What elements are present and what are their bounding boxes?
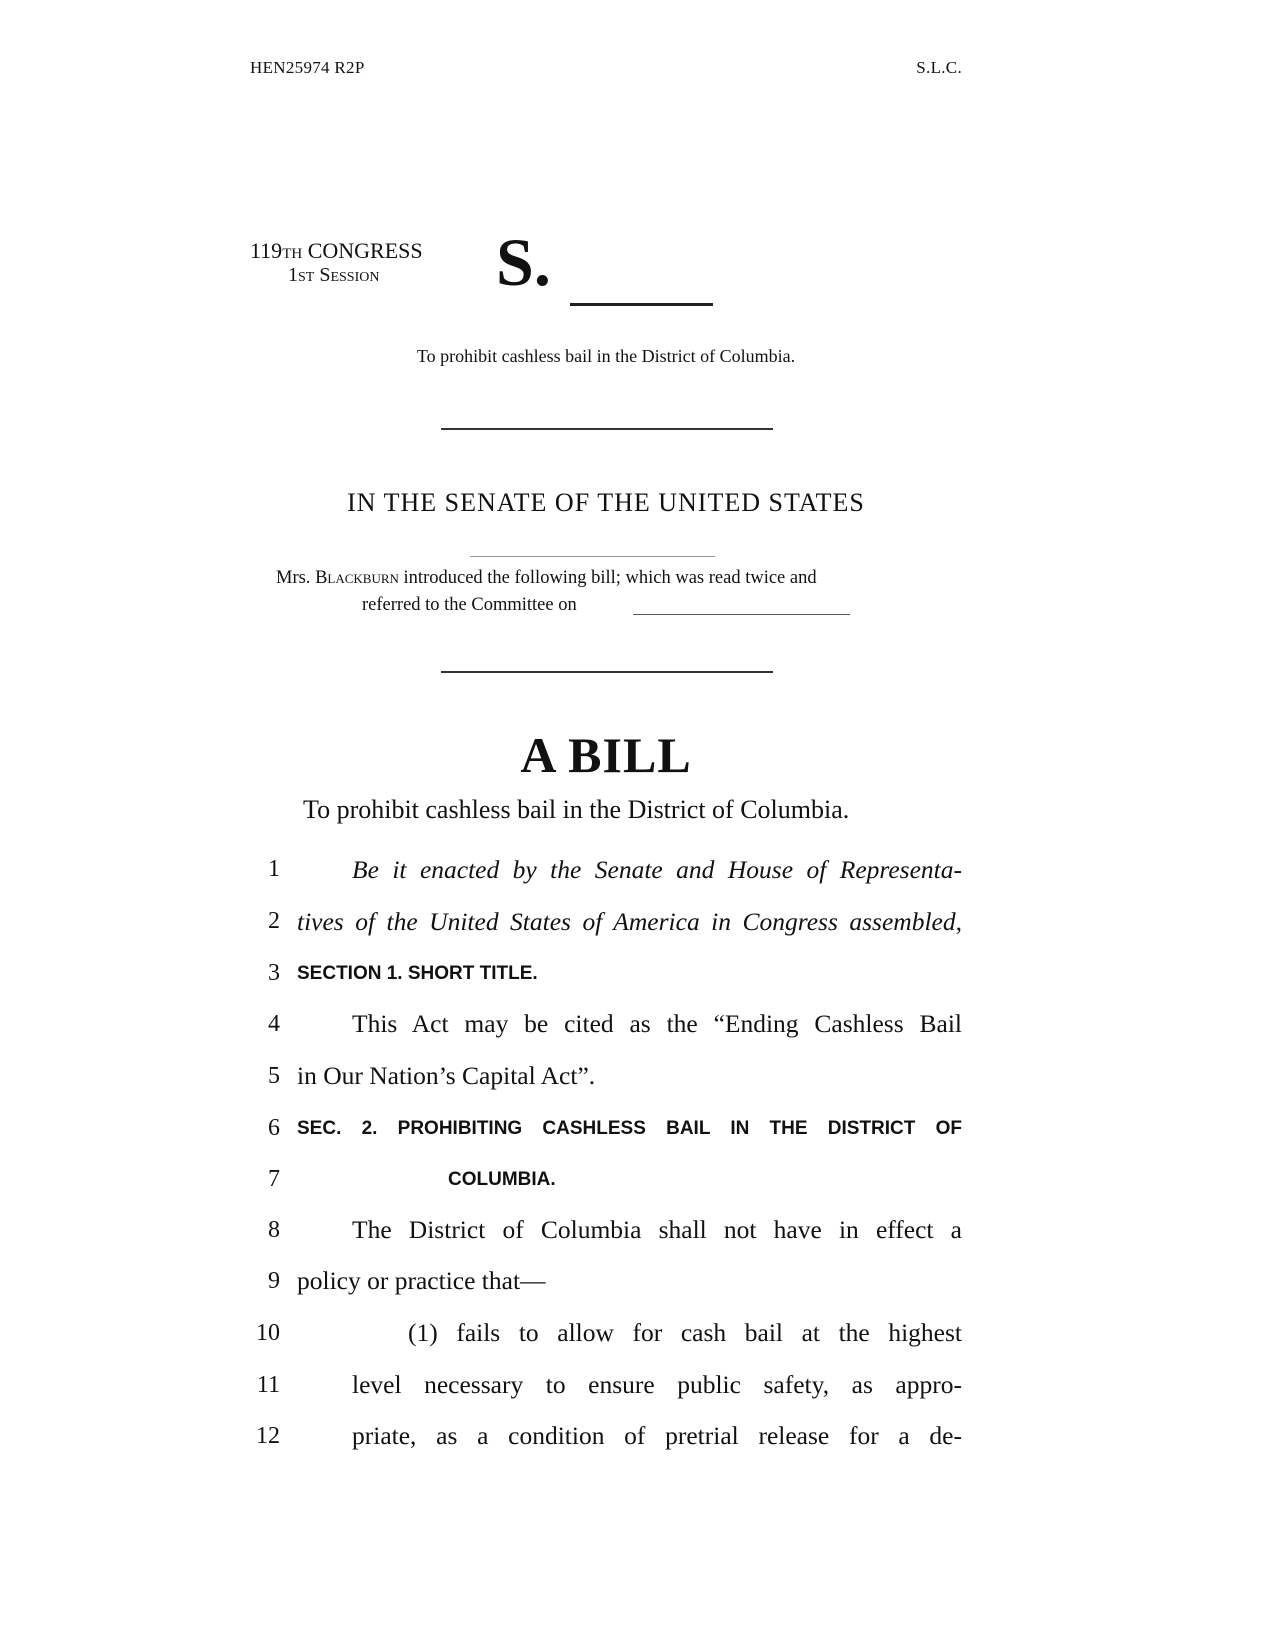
bill-title: A BILL xyxy=(520,727,692,783)
section-2-text: The District of Columbia shall not have in effect a xyxy=(352,1215,962,1244)
section-2-heading-cont: COLUMBIA. xyxy=(448,1169,556,1190)
bill-number-blank xyxy=(570,303,713,306)
line-number: 3 xyxy=(268,960,280,986)
office-code: S.L.C. xyxy=(916,58,962,77)
introduction-line-1: Mrs. Blackburn introduced the following bill; which was read twice and xyxy=(276,568,817,588)
session: 1st Session xyxy=(288,264,380,286)
line-number: 8 xyxy=(268,1217,280,1243)
line-number: 1 xyxy=(268,856,280,882)
divider xyxy=(470,556,715,557)
congress-number: 119TH CONGRESS xyxy=(250,238,423,263)
section-2-heading: SEC. 2. PROHIBITING CASHLESS BAIL IN THE DISTRICT OF xyxy=(297,1118,962,1139)
section-2-text-cont: policy or practice that— xyxy=(297,1266,546,1295)
document-id: HEN25974 R2P xyxy=(250,58,365,77)
enacting-clause: Be it enacted by the Senate and House of Representa- xyxy=(352,855,962,884)
line-number: 6 xyxy=(268,1115,280,1141)
line-number: 12 xyxy=(256,1423,280,1449)
introduction-line-2: referred to the Committee on xyxy=(362,595,577,615)
line-number: 10 xyxy=(256,1320,280,1346)
short-title-text-cont: in Our Nation’s Capital Act”. xyxy=(297,1061,596,1090)
line-number: 9 xyxy=(268,1268,280,1294)
line-number: 2 xyxy=(268,908,280,934)
section-1-heading: SECTION 1. SHORT TITLE. xyxy=(297,963,538,984)
committee-blank xyxy=(633,614,850,615)
paragraph-1-cont: level necessary to ensure public safety, as appro- xyxy=(352,1370,962,1399)
short-title-text: This Act may be cited as the “Ending Cashless Bail xyxy=(352,1009,962,1038)
short-description: To prohibit cashless bail in the District of Columbia. xyxy=(416,346,796,366)
chamber-heading: IN THE SENATE OF THE UNITED STATES xyxy=(347,488,865,517)
line-number: 11 xyxy=(256,1372,280,1398)
divider xyxy=(441,671,773,673)
line-number: 5 xyxy=(268,1063,280,1089)
line-number: 4 xyxy=(268,1011,280,1037)
paragraph-1: (1) fails to allow for cash bail at the highest xyxy=(408,1318,962,1347)
paragraph-1-cont: priate, as a condition of pretrial release for a de- xyxy=(352,1421,962,1450)
divider xyxy=(441,428,773,430)
enacting-clause-cont: tives of the United States of America in Congress assembled, xyxy=(297,907,962,936)
bill-prefix: S. xyxy=(496,224,551,300)
bill-purpose: To prohibit cashless bail in the District of Columbia. xyxy=(303,795,850,824)
line-number: 7 xyxy=(268,1166,280,1192)
